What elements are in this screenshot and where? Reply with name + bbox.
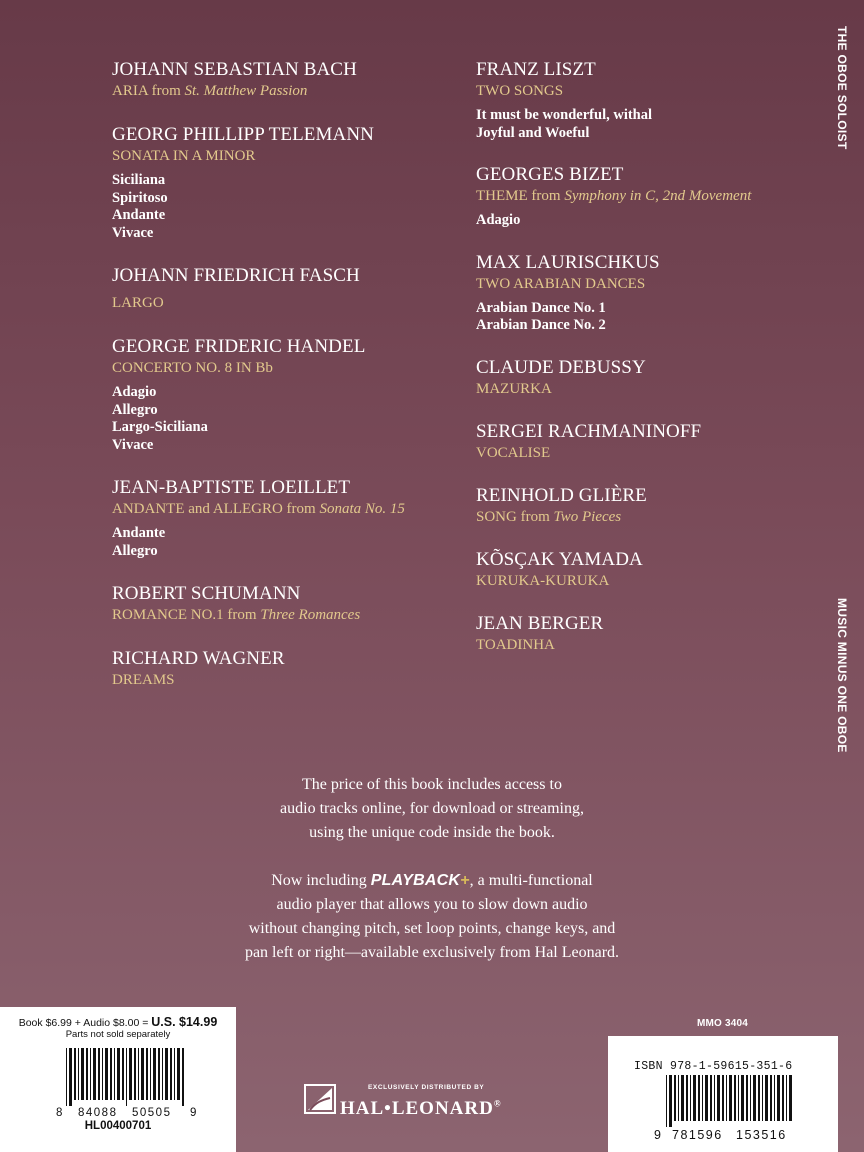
upc-digits-right: 50505 <box>132 1107 172 1119</box>
work-title <box>112 81 462 101</box>
barcode-bar <box>114 1048 115 1100</box>
barcode-bar <box>762 1075 763 1121</box>
work-title-main: VOCALISE <box>476 444 551 461</box>
work-title-main: MAZURKA <box>476 380 552 397</box>
barcode-bar <box>81 1048 84 1100</box>
barcode-bar <box>738 1075 739 1121</box>
composer-name: GEORGE FRIDERIC HANDEL <box>112 336 366 357</box>
contents-entry <box>112 476 462 560</box>
movement-item: Spiritoso <box>112 189 168 206</box>
description-blurb <box>180 773 684 965</box>
movement-item: Adagio <box>476 212 521 228</box>
barcode-bar <box>729 1075 732 1121</box>
barcode-bar <box>734 1075 736 1121</box>
composer-name: ROBERT SCHUMANN <box>112 583 301 604</box>
barcode-bar <box>693 1075 696 1121</box>
publisher-name-text: HAL•LEONARD <box>340 1098 494 1119</box>
barcode-bar <box>141 1048 144 1100</box>
spine-series-title: THE OBOE SOLOIST <box>835 26 849 150</box>
playback-paragraph <box>180 869 684 965</box>
barcode-bar <box>129 1048 132 1100</box>
barcode-bar <box>678 1075 679 1121</box>
barcode-bar <box>726 1075 727 1121</box>
composer-name: REINHOLD GLIÈRE <box>476 484 647 506</box>
work-title <box>476 571 816 591</box>
barcode-bar <box>177 1048 180 1100</box>
composer-name: KÕSÇAK YAMADA <box>476 548 643 570</box>
composer-name: JOHANN FRIEDRICH FASCH <box>112 265 360 286</box>
blurb-line: Now including <box>271 872 371 889</box>
contents-entry <box>476 612 816 655</box>
work-title <box>476 186 816 206</box>
barcode-bar <box>102 1048 103 1100</box>
movement-list <box>112 525 462 560</box>
barcode-bar <box>770 1075 772 1121</box>
work-title-main: DREAMS <box>112 672 175 688</box>
isbn-box <box>608 1036 838 1152</box>
work-title-source: Sonata No. 15 <box>319 501 405 517</box>
barcode-bar <box>722 1075 724 1121</box>
barcode-bar <box>126 1048 127 1106</box>
movement-list <box>112 384 462 454</box>
contents-entry <box>476 251 816 335</box>
work-title-main: THEME from <box>476 188 565 204</box>
work-title-main: SONATA IN A MINOR <box>112 148 256 164</box>
price-box <box>0 1007 236 1152</box>
movement-item: Allegro <box>112 401 158 418</box>
work-title-main: TWO ARABIAN DANCES <box>476 275 646 292</box>
barcode-bar <box>138 1048 139 1100</box>
contents-entry <box>112 58 462 101</box>
isbn-text: ISBN 978-1-59615-351-6 <box>634 1060 793 1073</box>
work-title-source: St. Matthew Passion <box>184 83 308 99</box>
barcode-bar <box>134 1048 136 1100</box>
barcode-bar <box>93 1048 96 1100</box>
composer-name: JEAN-BAPTISTE LOEILLET <box>112 477 351 498</box>
isbn-barcode <box>666 1075 796 1127</box>
barcode-bar <box>669 1075 672 1127</box>
composer-name: JEAN BERGER <box>476 612 604 634</box>
blurb-line: audio player that allows you to slow down audio <box>276 896 588 913</box>
playback-logo-word: PLAYBACK <box>370 872 461 889</box>
work-title-main: KURUKA-KURUKA <box>476 572 610 589</box>
barcode-bar <box>182 1048 184 1106</box>
movement-item: Vivace <box>112 224 154 241</box>
work-title <box>112 499 462 519</box>
barcode-bar <box>153 1048 156 1100</box>
barcode-bar <box>74 1048 76 1100</box>
composer-name: JOHANN SEBASTIAN BACH <box>112 59 357 80</box>
barcode-bar <box>777 1075 780 1121</box>
contents-right-column <box>476 58 816 676</box>
movement-item: Arabian Dance No. 2 <box>476 317 606 333</box>
barcode-bar <box>782 1075 784 1121</box>
work-title-source: Two Pieces <box>553 508 622 525</box>
spine-book-title: MUSIC MINUS ONE OBOE <box>835 598 849 753</box>
work-title <box>476 379 816 399</box>
barcode-bar <box>165 1048 168 1100</box>
movement-item: Adagio <box>112 384 157 400</box>
work-title <box>476 443 816 463</box>
blurb-line: using the unique code inside the book. <box>309 824 555 841</box>
playback-logo <box>371 872 470 889</box>
movement-item: Allegro <box>112 542 158 559</box>
work-title <box>476 635 816 655</box>
work-title-main: SONG from <box>476 508 554 525</box>
barcode-bar <box>117 1048 120 1100</box>
movement-item: Joyful and Woeful <box>476 124 590 141</box>
blurb-line: , a multi-functional <box>469 872 593 889</box>
work-title <box>112 605 462 625</box>
composer-name: RICHARD WAGNER <box>112 648 285 669</box>
contents-entry <box>476 420 816 463</box>
barcode-bar <box>686 1075 688 1121</box>
distributor-label: EXCLUSIVELY DISTRIBUTED BY <box>368 1084 485 1091</box>
barcode-bar <box>78 1048 79 1100</box>
work-title-main: CONCERTO NO. 8 IN Bb <box>112 360 273 376</box>
work-title <box>476 81 816 101</box>
barcode-bar <box>122 1048 124 1100</box>
work-title-main: TWO SONGS <box>476 83 564 99</box>
composer-name: SERGEI RACHMANINOFF <box>476 420 702 442</box>
price-total: U.S. $14.99 <box>151 1015 218 1029</box>
contents-entry <box>476 58 816 142</box>
contents-entry <box>112 123 462 242</box>
composer-name: MAX LAURISCHKUS <box>476 251 660 273</box>
barcode-bar <box>170 1048 172 1100</box>
barcode-bar <box>69 1048 72 1106</box>
movement-item: Andante <box>112 525 166 541</box>
price-note: Parts not sold separately <box>65 1029 171 1040</box>
audio-access-paragraph <box>180 773 684 845</box>
contents-entry <box>476 163 816 230</box>
barcode-bar <box>705 1075 708 1121</box>
contents-entry <box>112 335 462 454</box>
barcode-bar <box>98 1048 100 1100</box>
barcode-bar <box>162 1048 163 1100</box>
barcode-bar <box>717 1075 720 1121</box>
barcode-bar <box>158 1048 160 1100</box>
composer-name: FRANZ LISZT <box>476 59 596 80</box>
work-title-main: ROMANCE NO.1 from <box>112 607 261 623</box>
barcode-bar <box>786 1075 787 1121</box>
barcode-bar <box>105 1048 108 1100</box>
barcode-bar <box>765 1075 768 1121</box>
movement-list <box>476 107 816 142</box>
registered-mark: ® <box>493 1098 502 1109</box>
contents-left-column <box>112 58 462 712</box>
contents-entry <box>476 356 816 399</box>
barcode-bar <box>710 1075 712 1121</box>
hl-product-code: HL00400701 <box>84 1120 152 1132</box>
work-title <box>112 293 462 313</box>
blurb-line: without changing pitch, set loop points, change keys, and <box>248 920 616 937</box>
movement-item: Arabian Dance No. 1 <box>476 299 606 316</box>
upc-barcode <box>66 1048 186 1106</box>
hal-leonard-logo <box>304 1080 564 1120</box>
barcode-bar <box>750 1075 751 1121</box>
barcode-bar <box>702 1075 703 1121</box>
work-title-main: LARGO <box>112 295 164 311</box>
isbn-digits-left: 781596 <box>672 1128 723 1142</box>
upc-digit-first: 8 <box>56 1107 63 1119</box>
barcode-bar <box>714 1075 715 1121</box>
isbn-digit-first: 9 <box>654 1128 661 1142</box>
barcode-bar <box>66 1048 67 1106</box>
price-line <box>0 1015 236 1029</box>
work-title <box>112 670 462 690</box>
barcode-bar <box>110 1048 112 1100</box>
playback-plus-icon: + <box>460 872 470 889</box>
barcode-bar <box>681 1075 684 1121</box>
barcode-bar <box>789 1075 792 1121</box>
catalog-number: MMO 3404 <box>697 1018 749 1029</box>
price-breakdown: Book $6.99 + Audio $8.00 = <box>18 1017 152 1029</box>
work-title <box>476 274 816 294</box>
publisher-name <box>340 1098 502 1120</box>
barcode-bar <box>150 1048 151 1100</box>
movement-list <box>476 300 816 335</box>
blurb-line: audio tracks online, for download or streaming, <box>280 800 584 817</box>
barcode-bar <box>674 1075 676 1121</box>
barcode-bar <box>666 1075 667 1127</box>
contents-entry <box>476 484 816 527</box>
movement-list <box>476 212 816 230</box>
work-title-source: Symphony in C, 2nd Movement <box>564 188 752 204</box>
barcode-bar <box>690 1075 691 1121</box>
contents-entry <box>112 264 462 313</box>
barcode-bar <box>753 1075 756 1121</box>
barcode-bar <box>774 1075 775 1121</box>
hal-leonard-mark-icon <box>304 1084 336 1114</box>
upc-digits-left: 84088 <box>78 1107 118 1119</box>
blurb-line: pan left or right—available exclusively from Hal Leonard. <box>244 944 620 961</box>
movement-item: Vivace <box>112 436 154 453</box>
barcode-bar <box>758 1075 760 1121</box>
movement-item: Largo-Siciliana <box>112 419 208 435</box>
work-title <box>112 358 462 378</box>
composer-name: GEORG PHILLIPP TELEMANN <box>112 124 374 145</box>
barcode-bar <box>174 1048 175 1100</box>
work-title <box>476 507 816 527</box>
movement-item: Andante <box>112 207 166 223</box>
work-title-main: ANDANTE and ALLEGRO from <box>112 501 320 517</box>
barcode-bar <box>86 1048 88 1100</box>
barcode-bar <box>146 1048 148 1100</box>
blurb-line: The price of this book includes access to <box>302 776 562 793</box>
contents-entry <box>112 582 462 625</box>
composer-name: GEORGES BIZET <box>476 164 624 185</box>
movement-list <box>112 172 462 242</box>
work-title-source: Three Romances <box>260 607 361 623</box>
upc-digit-last: 9 <box>190 1107 197 1119</box>
work-title-main: TOADINHA <box>476 636 555 653</box>
movement-item: Siciliana <box>112 172 166 188</box>
barcode-bar <box>746 1075 748 1121</box>
work-title-main: ARIA from <box>112 83 185 99</box>
composer-name: CLAUDE DEBUSSY <box>476 356 646 378</box>
movement-item: It must be wonderful, withal <box>476 107 653 123</box>
barcode-bar <box>698 1075 700 1121</box>
contents-entry <box>476 548 816 591</box>
isbn-digits-right: 153516 <box>736 1128 787 1142</box>
barcode-bar <box>741 1075 744 1121</box>
contents-entry <box>112 647 462 690</box>
barcode-bar <box>90 1048 91 1100</box>
work-title <box>112 146 462 166</box>
